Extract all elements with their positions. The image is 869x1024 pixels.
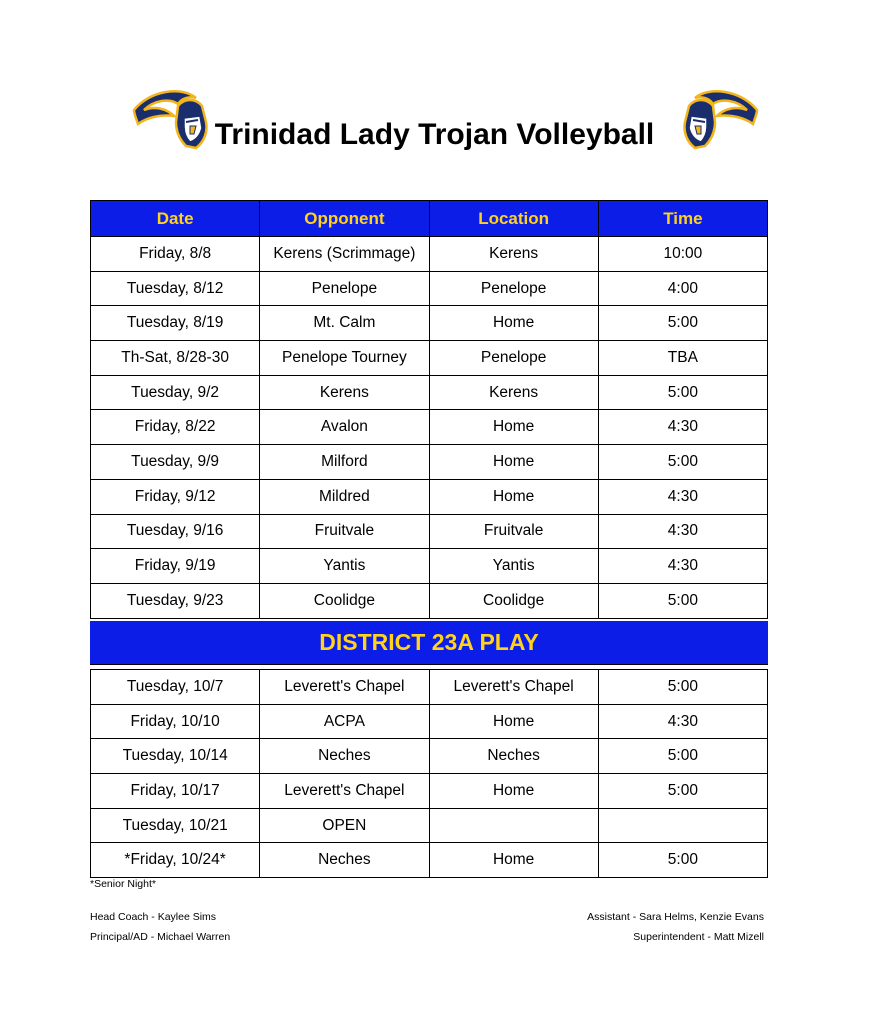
cell-date: Friday, 10/17: [91, 774, 260, 809]
cell-location: Home: [429, 843, 598, 878]
cell-date: Friday, 8/22: [91, 410, 260, 445]
table-row: [91, 774, 768, 809]
cell-opponent: Neches: [260, 739, 429, 774]
cell-opponent: OPEN: [260, 808, 429, 843]
cell-location: Coolidge: [429, 583, 598, 618]
table-row: [91, 583, 768, 618]
cell-date: Tuesday, 9/16: [91, 514, 260, 549]
assistant-coaches: Assistant - Sara Helms, Kenzie Evans: [587, 911, 764, 923]
head-coach: Head Coach - Kaylee Sims: [90, 911, 217, 923]
cell-location: Kerens: [429, 375, 598, 410]
cell-location: Home: [429, 479, 598, 514]
table-row: [91, 479, 768, 514]
cell-opponent: Leverett's Chapel: [260, 670, 429, 705]
cell-location: Home: [429, 704, 598, 739]
cell-location: Home: [429, 306, 598, 341]
cell-time: 5:00: [598, 843, 767, 878]
senior-night-note: *Senior Night*: [90, 878, 156, 890]
cell-opponent: Kerens: [260, 375, 429, 410]
table-row: [91, 375, 768, 410]
cell-time: 5:00: [598, 774, 767, 809]
cell-time: 4:30: [598, 479, 767, 514]
cell-time: [598, 808, 767, 843]
cell-opponent: Mildred: [260, 479, 429, 514]
superintendent: Superintendent - Matt Mizell: [633, 931, 764, 943]
cell-time: 5:00: [598, 670, 767, 705]
cell-time: 4:30: [598, 410, 767, 445]
table-header-row: [91, 201, 768, 237]
cell-date: Tuesday, 8/19: [91, 306, 260, 341]
cell-date: Tuesday, 9/9: [91, 445, 260, 480]
principal-ad: Principal/AD - Michael Warren: [90, 931, 231, 943]
table-row: [91, 549, 768, 584]
table-row: [91, 237, 768, 272]
cell-time: 5:00: [598, 375, 767, 410]
cell-opponent: Avalon: [260, 410, 429, 445]
table-row: [91, 739, 768, 774]
header-opponent: Opponent: [260, 201, 429, 237]
table-row: [91, 306, 768, 341]
cell-opponent: Kerens (Scrimmage): [260, 237, 429, 272]
cell-date: Friday, 8/8: [91, 237, 260, 272]
cell-location: Home: [429, 774, 598, 809]
cell-time: 5:00: [598, 583, 767, 618]
cell-opponent: Mt. Calm: [260, 306, 429, 341]
cell-date: Tuesday, 10/21: [91, 808, 260, 843]
regular-season-table: [90, 200, 768, 619]
cell-date: Tuesday, 9/23: [91, 583, 260, 618]
table-row: [91, 341, 768, 376]
cell-location: [429, 808, 598, 843]
cell-date: Th-Sat, 8/28-30: [91, 341, 260, 376]
cell-opponent: Penelope Tourney: [260, 341, 429, 376]
cell-time: 5:00: [598, 739, 767, 774]
cell-date: Tuesday, 10/7: [91, 670, 260, 705]
cell-time: 5:00: [598, 306, 767, 341]
district-play-banner: DISTRICT 23A PLAY: [90, 621, 768, 664]
cell-location: Neches: [429, 739, 598, 774]
page-title: Trinidad Lady Trojan Volleyball: [214, 118, 655, 151]
cell-location: Penelope: [429, 341, 598, 376]
cell-location: Kerens: [429, 237, 598, 272]
table-row: [91, 445, 768, 480]
cell-time: 4:00: [598, 271, 767, 306]
cell-date: *Friday, 10/24*: [91, 843, 260, 878]
table-row: [91, 808, 768, 843]
cell-location: Yantis: [429, 549, 598, 584]
regular-season-rows: [91, 237, 768, 619]
cell-date: Tuesday, 10/14: [91, 739, 260, 774]
cell-opponent: Neches: [260, 843, 429, 878]
header-time: Time: [598, 201, 767, 237]
table-row: [91, 271, 768, 306]
table-row: [91, 704, 768, 739]
header-date: Date: [91, 201, 260, 237]
cell-opponent: Leverett's Chapel: [260, 774, 429, 809]
cell-location: Home: [429, 445, 598, 480]
cell-time: TBA: [598, 341, 767, 376]
cell-date: Tuesday, 9/2: [91, 375, 260, 410]
cell-date: Tuesday, 8/12: [91, 271, 260, 306]
cell-location: Penelope: [429, 271, 598, 306]
cell-opponent: ACPA: [260, 704, 429, 739]
cell-opponent: Fruitvale: [260, 514, 429, 549]
cell-location: Fruitvale: [429, 514, 598, 549]
cell-opponent: Yantis: [260, 549, 429, 584]
cell-date: Friday, 10/10: [91, 704, 260, 739]
cell-opponent: Coolidge: [260, 583, 429, 618]
cell-opponent: Penelope: [260, 271, 429, 306]
cell-date: Friday, 9/19: [91, 549, 260, 584]
table-row: [91, 410, 768, 445]
table-row: [91, 670, 768, 705]
cell-location: Home: [429, 410, 598, 445]
table-row: [91, 514, 768, 549]
cell-date: Friday, 9/12: [91, 479, 260, 514]
cell-time: 4:30: [598, 549, 767, 584]
cell-location: Leverett's Chapel: [429, 670, 598, 705]
cell-opponent: Milford: [260, 445, 429, 480]
table-row: [91, 843, 768, 878]
cell-time: 5:00: [598, 445, 767, 480]
cell-time: 4:30: [598, 514, 767, 549]
cell-time: 4:30: [598, 704, 767, 739]
district-table: [90, 669, 768, 878]
cell-time: 10:00: [598, 237, 767, 272]
header-location: Location: [429, 201, 598, 237]
district-rows: [91, 670, 768, 878]
